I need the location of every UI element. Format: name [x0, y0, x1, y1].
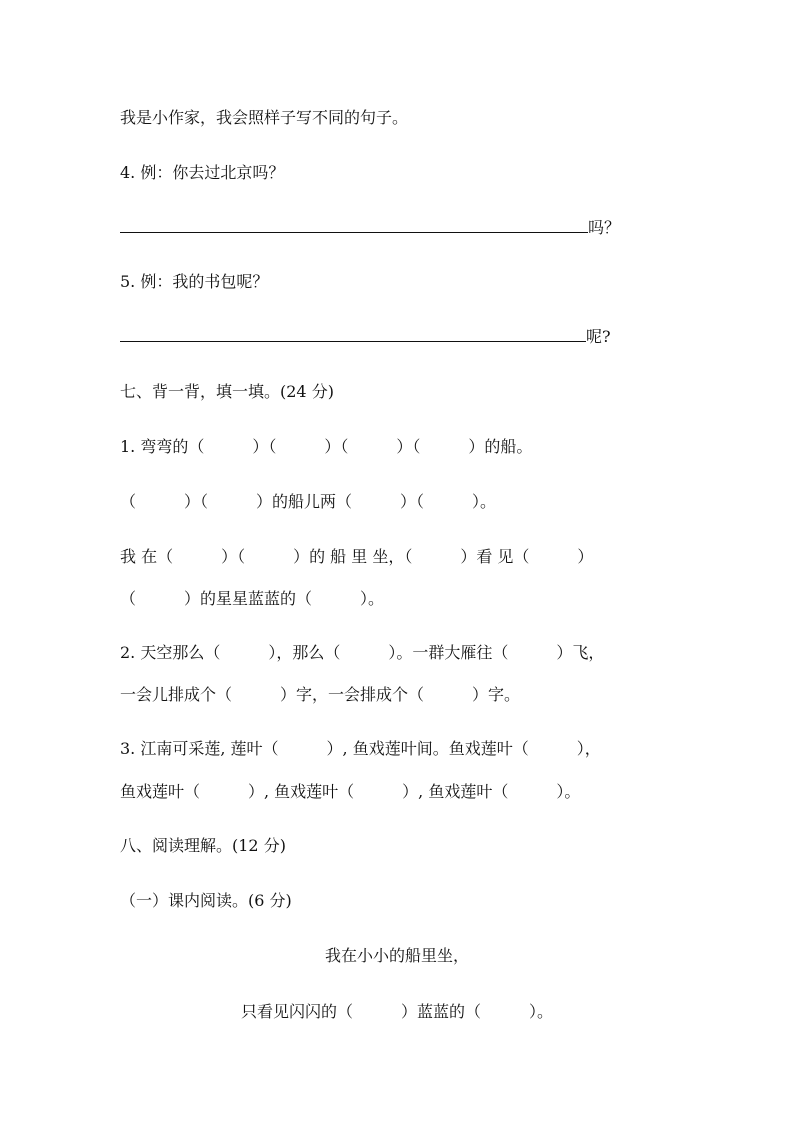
s7-line-4: （ ）的星星蓝蓝的（ ）。 [120, 589, 385, 608]
q4-answer-row [120, 218, 620, 238]
section8-subheading: （一）课内阅读。(6 分) [120, 891, 292, 910]
s7-line-2: （ ）（ ）的船儿两（ ）（ ）。 [120, 492, 497, 511]
s7-line-1: 1. 弯弯的（ ）（ ）（ ）（ ）的船。 [120, 437, 533, 456]
q5-answer-blank[interactable] [120, 327, 586, 342]
s7-line-3: 我 在（ ）（ ）的 船 里 坐，（ ）看 见（ ） [120, 547, 594, 566]
poem-line-1: 我在小小的船里坐， [324, 946, 469, 965]
q5-suffix: 呢? [586, 327, 611, 346]
q5-answer-row [120, 327, 611, 347]
s7-line-8: 鱼戏莲叶（ ）, 鱼戏莲叶（ ）, 鱼戏莲叶（ ）。 [120, 782, 581, 801]
section8-heading: 八、阅读理解。(12 分) [120, 836, 286, 855]
intro-instruction: 我是小作家，我会照样子写不同的句子。 [120, 108, 409, 127]
s7-line-6: 一会儿排成个（ ）字，一会排成个（ ）字。 [120, 685, 521, 704]
q4-suffix: 吗？ [588, 218, 621, 237]
s7-line-5: 2. 天空那么（ ），那么（ ）。一群大雁往（ ）飞， [120, 643, 605, 662]
q4-example: 4. 例：你去过北京吗？ [120, 163, 285, 182]
section7-heading: 七、背一背，填一填。(24 分) [120, 382, 334, 401]
q5-example: 5. 例：我的书包呢？ [120, 272, 269, 291]
poem-line-2: 只看见闪闪的（ ）蓝蓝的（ ）。 [240, 1002, 553, 1021]
q4-answer-blank[interactable] [120, 218, 588, 233]
s7-line-7: 3. 江南可采莲, 莲叶（ ）, 鱼戏莲叶间。鱼戏莲叶（ ）， [120, 739, 601, 758]
